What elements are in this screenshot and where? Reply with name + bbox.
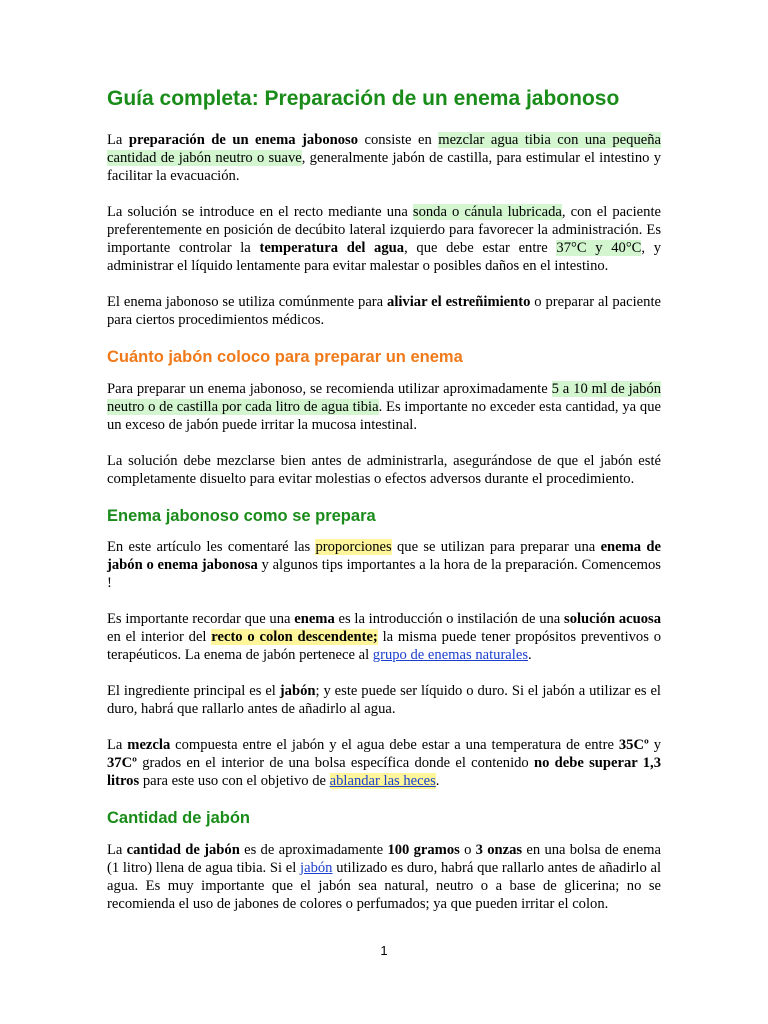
bold-text: aliviar el estreñimiento <box>387 294 531 311</box>
bold-text: no debe superar 1,3 litros <box>107 755 661 790</box>
text: . <box>435 773 440 790</box>
text: que se utilizan para preparar una <box>391 539 601 556</box>
bold-text: jabón <box>279 683 316 700</box>
paragraph-proportions <box>107 538 661 592</box>
text: El enema jabonoso se utiliza comúnmente para <box>107 294 388 311</box>
page-number: 1 <box>380 943 388 958</box>
bold-text: 37Cº <box>107 755 137 772</box>
paragraph-definition <box>107 610 661 664</box>
bold-text: 100 gramos <box>387 841 460 858</box>
text: La solución se introduce en el recto mediante una <box>107 204 413 221</box>
paragraph-usage <box>107 293 661 329</box>
text: . Es importante no exceder esta cantidad, ya que un exceso de jabón puede irritar la mucosa intestinal. <box>107 398 661 433</box>
paragraph-amount <box>107 841 661 913</box>
intro-paragraph <box>107 131 661 185</box>
bold-text: solución acuosa <box>564 611 662 628</box>
text: y <box>648 737 662 754</box>
highlight-yellow: proporciones <box>315 539 392 556</box>
text: El ingrediente principal es el <box>107 683 280 700</box>
text: en el interior del <box>107 629 212 646</box>
highlight-green: sonda o cánula lubricada <box>412 204 562 221</box>
section-heading-cuanto-jabon: Cuánto jabón coloco para preparar un enema <box>107 348 463 367</box>
bold-text: enema de jabón o enema jabonosa <box>107 539 661 574</box>
text: o <box>459 841 476 858</box>
link-grupo-enemas-naturales[interactable]: grupo de enemas naturales <box>372 647 528 664</box>
text: , con el paciente preferentemente en posición de decúbito lateral izquierdo para favorecer la administración. Es importante controlar la <box>107 204 661 257</box>
section-heading-como-se-prepara: Enema jabonoso como se prepara <box>107 506 376 525</box>
text: , y administrar el líquido lentamente para evitar malestar o posibles daños en el intestino. <box>107 240 662 275</box>
paragraph-quantity <box>107 380 661 434</box>
highlight-green: 5 a 10 ml de jabón neutro o de castilla por cada litro de agua tibia <box>107 380 661 415</box>
text: . <box>528 647 532 664</box>
highlight-green: 37°C y 40°C <box>556 240 642 257</box>
page-title: Guía completa: Preparación de un enema jabonoso <box>107 87 620 110</box>
text: Es importante recordar que una <box>107 611 295 628</box>
text: compuesta entre el jabón y el agua debe estar a una temperatura de entre <box>170 737 619 754</box>
text: Para preparar un enema jabonoso, se recomienda utilizar aproximadamente <box>107 380 552 397</box>
paragraph-administration <box>107 203 661 275</box>
bold-text: enema <box>294 611 335 628</box>
text: , que debe estar entre <box>404 240 557 257</box>
bold-text: 3 onzas <box>475 841 523 858</box>
text: es la introducción o instilación de una <box>334 611 565 628</box>
link-jabon[interactable]: jabón <box>300 859 333 876</box>
text: En este artículo les comentaré las <box>107 539 316 556</box>
bold-text: temperatura del agua <box>259 240 405 257</box>
text: la misma puede tener propósitos preventivos o terapéuticos. La enema de jabón pertenece al <box>107 629 661 664</box>
text: grados en el interior de una bolsa específica donde el contenido <box>136 755 534 772</box>
article-body <box>107 86 661 931</box>
text: en una bolsa de enema (1 litro) llena de agua tibia. Si el <box>107 841 662 876</box>
text: es de aproximadamente <box>239 841 388 858</box>
bold-text: preparación de un enema jabonoso <box>128 132 359 149</box>
text: o preparar al paciente para ciertos procedimientos médicos. <box>107 294 661 329</box>
text: La <box>107 737 128 754</box>
text: y algunos tips importantes a la hora de la preparación. Comencemos ! <box>107 557 661 592</box>
text: La <box>107 841 127 858</box>
text: consiste en <box>358 132 439 149</box>
bold-text: cantidad de jabón <box>126 841 240 858</box>
paragraph-mixing: La solución debe mezclarse bien antes de administrarla, asegurándose de que el jabón esté completamente disuelto para evitar molestias o efectos adversos durante el procedimiento. <box>107 452 661 487</box>
paragraph-ingredient <box>107 682 661 718</box>
text: utilizado es duro, habrá que rallarlo antes de añadirlo al agua. Es muy importante que el jabón sea natural, neutro o a base de glicerina; no se recomienda el uso de jabones de colores o perfumados; ya que pueden irritar el colon. <box>107 859 661 912</box>
bold-text: mezcla <box>127 737 171 754</box>
text: ; y este puede ser líquido o duro. Si el jabón a utilizar es el duro, habrá que rallarlo antes de añadirlo al agua. <box>107 683 661 718</box>
paragraph-mixture <box>107 736 661 790</box>
text: , generalmente jabón de castilla, para estimular el intestino y facilitar la evacuación. <box>107 150 661 185</box>
highlight-yellow: recto o colon descendente; <box>211 629 378 646</box>
text: para este uso con el objetivo de <box>139 773 330 790</box>
highlight-green: mezclar agua tibia con una pequeña cantidad de jabón neutro o suave <box>107 132 661 167</box>
bold-text: 35Cº <box>618 737 649 754</box>
link-ablandar-las-heces[interactable]: ablandar las heces <box>329 773 436 790</box>
text: La <box>107 132 129 149</box>
section-heading-cantidad-jabon: Cantidad de jabón <box>107 809 251 828</box>
